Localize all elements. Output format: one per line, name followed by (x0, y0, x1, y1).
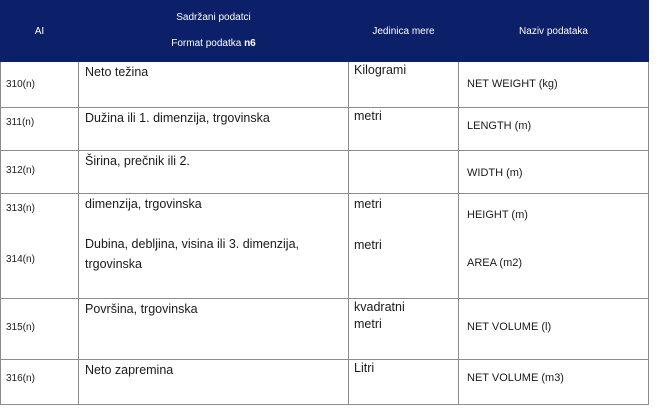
description-cell: Dužina ili 1. dimenzija, trgovinska (79, 108, 349, 150)
name-value: WIDTH (m) (467, 166, 523, 179)
ai-cell (1, 108, 79, 150)
name-value: AREA (m2) (467, 256, 523, 269)
description-text: Dubina, debljina, visina ili 3. dimenzija, trgovinska (85, 236, 300, 271)
header-row (1, 1, 649, 62)
ai-cell (1, 298, 79, 359)
header-unit: Jedinica mere (349, 1, 459, 62)
unit-stack (354, 194, 458, 298)
table-row (1, 62, 649, 108)
name-value: NET VOLUME (m3) (467, 371, 564, 384)
name-value: HEIGHT (m) (467, 208, 528, 221)
ai-code: 314(n) (6, 253, 35, 265)
description-cell: Površina, trgovinska (79, 298, 349, 359)
table-row (1, 108, 649, 150)
unit-text: kvadratni metri (354, 299, 405, 331)
unit-cell (349, 150, 459, 193)
description-cell: Neto težina (79, 62, 349, 108)
header-content-format: Format podatka (171, 38, 245, 49)
header-content-format-value: n6 (244, 38, 256, 49)
name-cell (459, 359, 649, 404)
description-cell: Neto zapremina (79, 359, 349, 404)
name-stack (467, 194, 648, 298)
ai-cell (1, 150, 79, 193)
header-ai: AI (1, 1, 79, 62)
table-row-group (1, 193, 649, 298)
header-name: Naziv podataka (459, 1, 649, 62)
header-content (79, 1, 349, 62)
name-cell (459, 62, 649, 108)
table-row (1, 150, 649, 193)
table-row (1, 298, 649, 359)
description-cell (79, 193, 349, 298)
ai-code: 315(n) (6, 321, 35, 333)
ai-code: 311(n) (6, 117, 35, 129)
name-value: LENGTH (m) (467, 120, 532, 133)
unit-cell (349, 298, 459, 359)
unit-cell (349, 193, 459, 298)
unit-text: metri (354, 237, 382, 252)
ai-code: 313(n) (6, 202, 35, 214)
name-cell (459, 298, 649, 359)
header-content-line1: Sadržani podatci (176, 12, 251, 23)
ai-code: 316(n) (6, 372, 35, 384)
ai-stack (6, 194, 78, 298)
ai-cell (1, 359, 79, 404)
name-cell (459, 193, 649, 298)
unit-cell: Kilogrami (349, 62, 459, 108)
description-cell: Širina, prečnik ili 2. (79, 150, 349, 193)
name-cell (459, 108, 649, 150)
description-stack (85, 194, 348, 298)
name-value: NET WEIGHT (kg) (467, 78, 558, 90)
ai-cell (1, 62, 79, 108)
ai-code: 310(n) (6, 79, 35, 90)
unit-cell: Litri (349, 359, 459, 404)
ai-cell (1, 193, 79, 298)
unit-cell: metri (349, 108, 459, 150)
name-value: NET VOLUME (l) (467, 320, 552, 333)
unit-text: metri (354, 196, 382, 211)
name-cell (459, 150, 649, 193)
description-text: dimenzija, trgovinska (85, 196, 202, 211)
ai-code: 312(n) (6, 164, 35, 176)
table-row (1, 359, 649, 404)
header-content-line2 (79, 31, 348, 57)
